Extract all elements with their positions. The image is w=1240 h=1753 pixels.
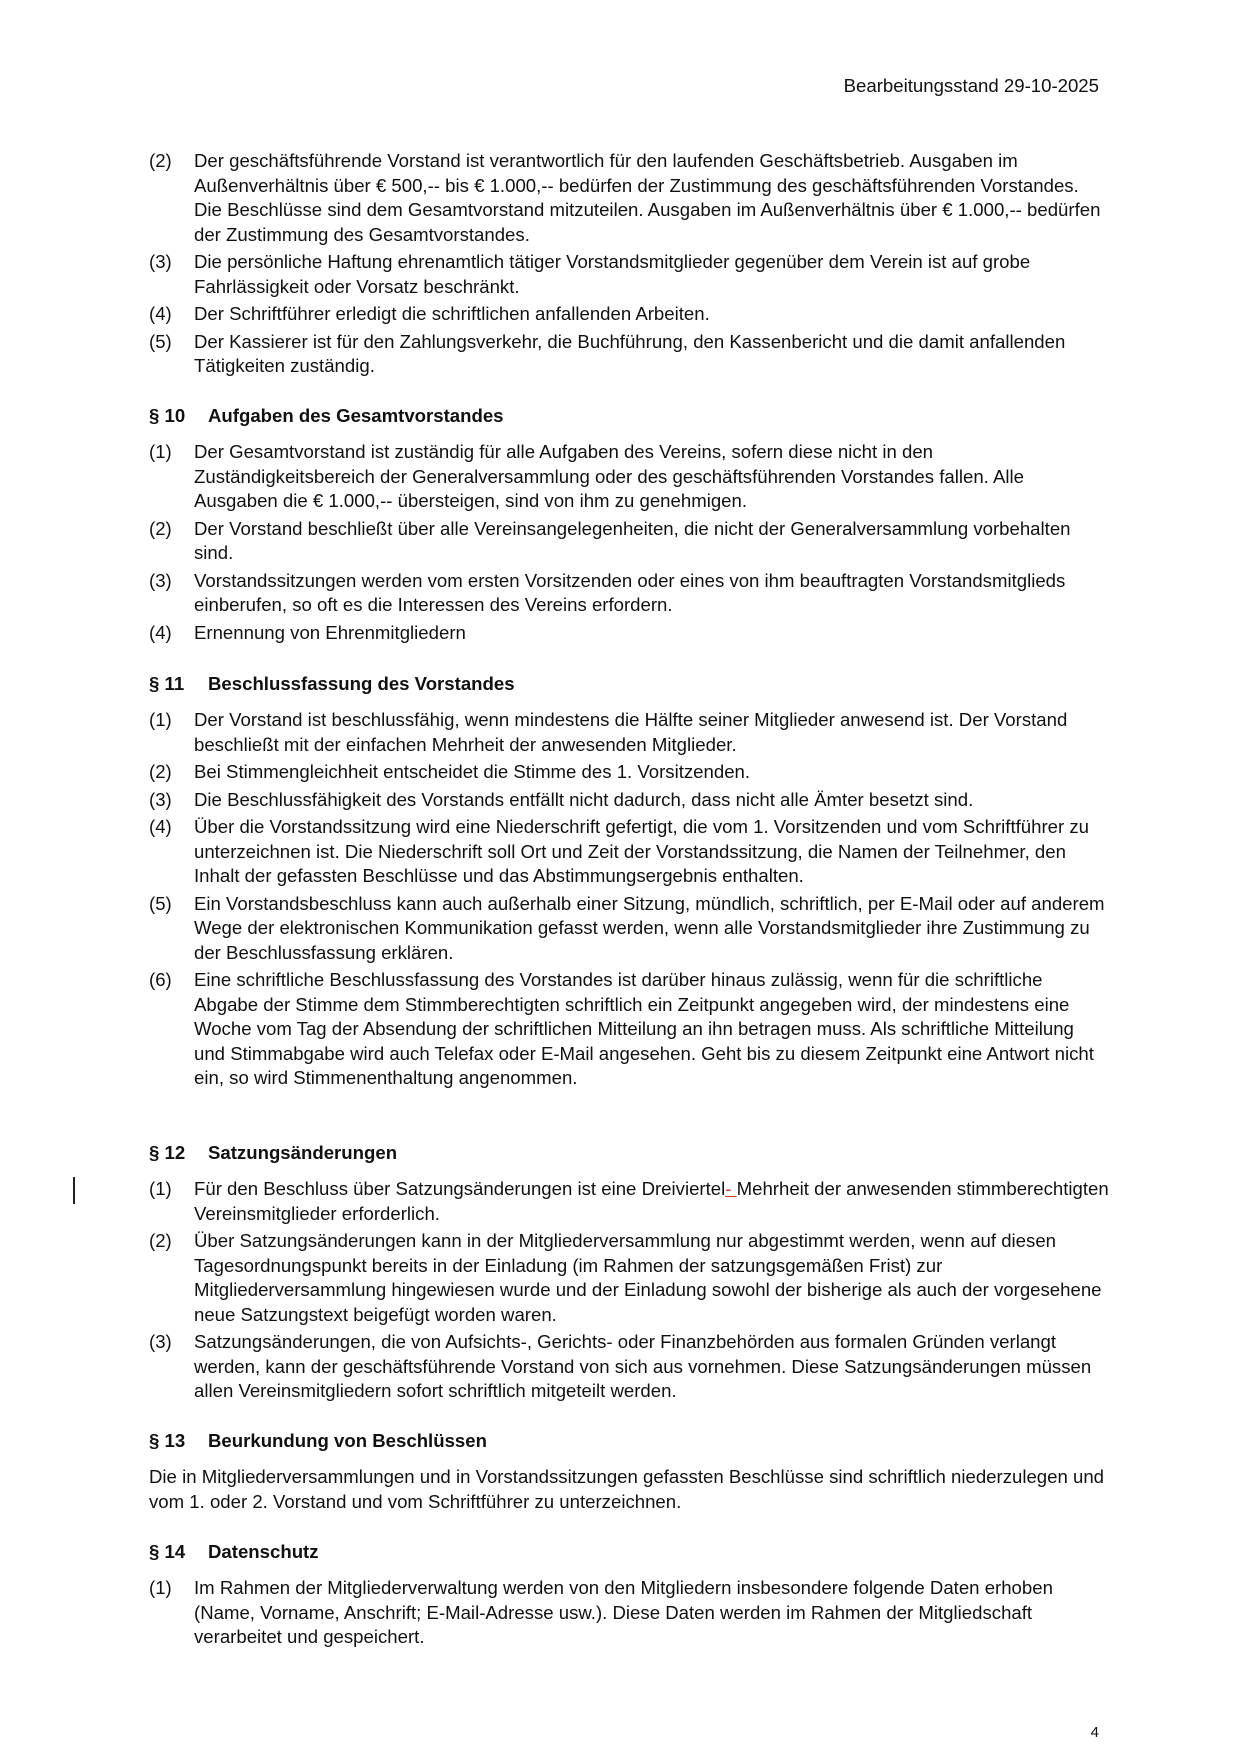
intro-items [149, 149, 1109, 382]
section-heading [149, 1141, 1109, 1166]
change-bar [73, 1177, 75, 1204]
item-text: Der Gesamtvorstand ist zuständig für alle Aufgaben des Vereins, sofern diese nicht in den Zuständigkeitsbereich der Generalversammlung oder des geschäftsführenden Vorstandes fallen. Alle Ausgaben die € 1.000,-- übersteigen, sind von ihm zu genehmigen. [194, 441, 1024, 511]
list-item [149, 621, 1109, 646]
section-title: Beschlussfassung des Vorstandes [208, 673, 515, 694]
item-number: (1) [149, 1577, 172, 1598]
item-number: (4) [149, 816, 172, 837]
item-text [194, 1177, 1109, 1226]
section-number: § 14 [149, 1541, 186, 1562]
list-item [149, 330, 1109, 379]
item-text: Der Vorstand ist beschlussfähig, wenn mindestens die Hälfte seiner Mitglieder anwesend ist. Der Vorstand beschließt mit der einfachen Mehrheit der anwesenden Mitglieder. [194, 709, 1068, 755]
section-heading [149, 1429, 1109, 1454]
section-13 [149, 1429, 1109, 1514]
item-text: Der Schriftführer erledigt die schriftlichen anfallenden Arbeiten. [194, 303, 710, 324]
item-text: Der geschäftsführende Vorstand ist verantwortlich für den laufenden Geschäftsbetrieb. Ausgaben im Außenverhältnis über € 500,-- bis € 1.000,-- bedürfen der Zustimmung des geschäftsführenden Vorstandes. Die Beschlüsse sind dem Gesamtvorstand mitzuteilen. Ausgaben im Außenverhältnis über € 1.000,-- bedürfen der Zustimmung des Gesamtvorstandes. [194, 150, 1101, 245]
item-number: (6) [149, 969, 172, 990]
section-title: Aufgaben des Gesamtvorstandes [208, 405, 504, 426]
item-number: (2) [149, 517, 172, 539]
list-item [149, 760, 1109, 785]
item-text: Ein Vorstandsbeschluss kann auch außerhalb einer Sitzung, mündlich, schriftlich, per E-Mail oder auf anderem Wege der elektronischen Kommunikation gefasst werden, wenn alle Vorstandsmitglieder ihre Zustimmung zu der Beschlussfassung erklären. [194, 892, 1105, 963]
section-12 [149, 1141, 1109, 1407]
list-item [149, 1177, 1109, 1226]
section-heading [149, 404, 1109, 429]
section-number: § 12 [149, 1142, 186, 1163]
item-number: (4) [149, 303, 172, 324]
section-title: Satzungsänderungen [208, 1142, 398, 1163]
section-11 [149, 672, 1109, 1094]
section-number: § 13 [149, 1430, 186, 1451]
list-item [149, 569, 1109, 618]
list-item [149, 1576, 1109, 1650]
item-number: (3) [149, 569, 172, 591]
section-heading [149, 1540, 1109, 1565]
list-item [149, 1229, 1109, 1327]
item-text: Bei Stimmengleichheit entscheidet die Stimme des 1. Vorsitzenden. [194, 761, 751, 782]
item-number: (5) [149, 892, 172, 914]
list-item [149, 250, 1109, 299]
section-title: Beurkundung von Beschlüssen [208, 1430, 487, 1451]
section-title: Datenschutz [208, 1541, 319, 1562]
list-item [149, 517, 1109, 566]
item-number: (2) [149, 150, 172, 171]
item-list [149, 1229, 1109, 1404]
list-item [149, 708, 1109, 757]
item-text: Die Beschlussfähigkeit des Vorstands entfällt nicht dadurch, dass nicht alle Ämter besetzt sind. [194, 788, 974, 810]
section-paragraph: Die in Mitgliederversammlungen und in Vorstandssitzungen gefassten Beschlüsse sind schriftlich niederzulegen und vom 1. oder 2. Vorstand und vom Schriftführer zu unterzeichnen. [149, 1466, 1105, 1512]
item-number: (1) [149, 441, 172, 462]
list-item [149, 1330, 1109, 1404]
item-text: Der Kassierer ist für den Zahlungsverkehr, die Buchführung, den Kassenbericht und die damit anfallenden Tätigkeiten zuständig. [194, 330, 1066, 376]
item-number: (4) [149, 621, 172, 643]
item-text: Im Rahmen der Mitgliederverwaltung werden von den Mitgliedern insbesondere folgende Daten erhoben (Name, Vorname, Anschrift; E-Mail-Adresse usw.). Diese Daten werden im Rahmen der Mitgliedschaft verarbeitet und gespeichert. [194, 1577, 1053, 1647]
item-number: (3) [149, 251, 172, 272]
item-text: Über Satzungsänderungen kann in der Mitgliederversammlung nur abgestimmt werden, wenn auf diesen Tagesordnungspunkt bereits in der Einladung (im Rahmen der satzungsgemäßen Frist) zur Mitgliederversammlung hingewiesen wurde und der Einladung sowohl der bisherige als auch der vorgesehene neue Satzungstext beigefügt worden waren. [194, 1230, 1102, 1325]
page-number: 4 [1090, 1724, 1099, 1741]
item-number: (1) [149, 709, 172, 730]
item-list [149, 1576, 1109, 1650]
section-number: § 10 [149, 405, 186, 426]
section-heading [149, 672, 1109, 697]
item-text: Satzungsänderungen, die von Aufsichts-, Gerichts- oder Finanzbehörden aus formalen Gründen verlangt werden, kann der geschäftsführende Vorstand von sich aus vornehmen. Diese Satzungsänderungen müssen allen Vereinsmitgliedern sofort schriftlich mitgeteilt werden. [194, 1331, 1092, 1401]
list-item [149, 788, 1109, 813]
section-number: § 11 [149, 673, 185, 694]
list-item [149, 892, 1109, 966]
section-10 [149, 404, 1109, 648]
item-number: (2) [149, 761, 172, 782]
item-text: Die persönliche Haftung ehrenamtlich tätiger Vorstandsmitglieder gegenüber dem Verein ist auf grobe Fahrlässigkeit oder Vorsatz beschränkt. [194, 251, 1031, 297]
item-text: Ernennung von Ehrenmitgliedern [194, 621, 466, 643]
item-number: (2) [149, 1230, 172, 1251]
item-text-before: Für den Beschluss über Satzungsänderungen ist eine Dreiviertel [194, 1178, 726, 1199]
item-text: Über die Vorstandssitzung wird eine Niederschrift gefertigt, die vom 1. Vorsitzenden und vom Schriftführer zu unterzeichnen ist. Die Niederschrift soll Ort und Zeit der Vorstandssitzung, die Namen der Teilnehmer, den Inhalt der gefassten Beschlüsse und das Abstimmungsergebnis enthalten. [194, 816, 1090, 886]
item-text: Vorstandssitzungen werden vom ersten Vorsitzenden oder eines von ihm beauftragten Vorstandsmitglieds einberufen, so oft es die Interessen des Vereins erfordern. [194, 569, 1066, 615]
item-number: (1) [149, 1178, 172, 1199]
section-14 [149, 1540, 1109, 1653]
item-text-after: Mehrheit der anwesenden stimmberechtigten Vereinsmitglieder erforderlich. [194, 1178, 1109, 1224]
page-header: Bearbeitungsstand 29-10-2025 [843, 75, 1099, 96]
list-item [149, 149, 1109, 247]
list-item [149, 440, 1109, 514]
item-list [149, 708, 1109, 1091]
item-text: Eine schriftliche Beschlussfassung des Vorstandes ist darüber hinaus zulässig, wenn für die schriftliche Abgabe der Stimme dem Stimmberechtigten schriftlich ein Zeitpunkt angegeben wird, der mindestens eine Woche vom Tag der Absendung der schriftlichen Mitteilung an ihn betragen muss. Als schriftliche Mitteilung und Stimmabgabe wird auch Telefax oder E-Mail angesehen. Geht bis zu diesem Zeitpunkt eine Antwort nicht ein, so wird Stimmenenthaltung angenommen. [194, 969, 1094, 1088]
list-item [149, 968, 1109, 1091]
list-item [149, 302, 1109, 327]
item-number: (3) [149, 1331, 172, 1352]
item-number: (3) [149, 788, 172, 810]
item-list [149, 440, 1109, 645]
item-text: Der Vorstand beschließt über alle Vereinsangelegenheiten, die nicht der Generalversammlung vorbehalten sind. [194, 517, 1071, 563]
tracked-deletion: - [725, 1178, 737, 1199]
item-number: (5) [149, 330, 172, 352]
list-item [149, 815, 1109, 889]
